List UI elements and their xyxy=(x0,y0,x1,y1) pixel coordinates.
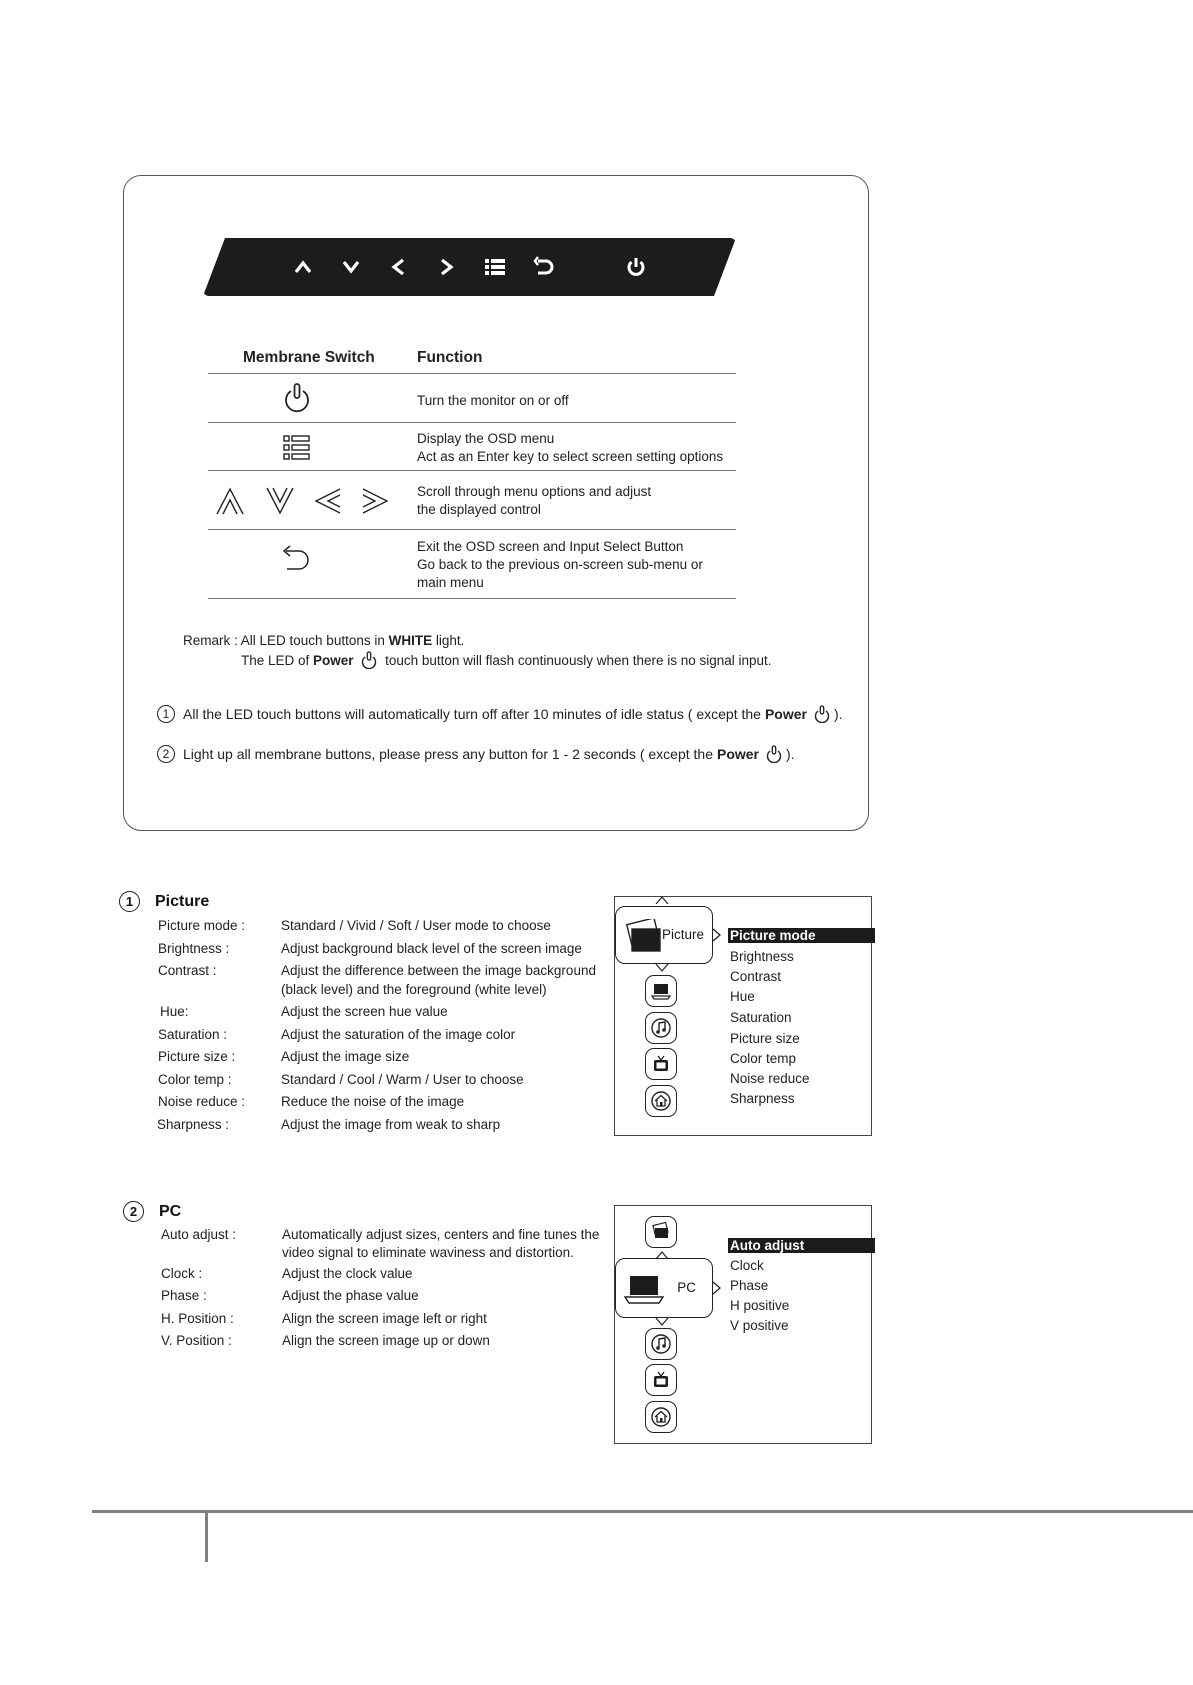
section-number: 2 xyxy=(123,1201,144,1222)
osd-item-selected[interactable]: Picture mode xyxy=(728,928,875,943)
row-arrows-text-1: Scroll through menu options and adjust xyxy=(417,484,652,499)
osd-item[interactable]: Phase xyxy=(730,1278,769,1293)
picture-label: Picture mode : xyxy=(158,918,246,933)
note-end: ). xyxy=(833,706,843,722)
remark-suffix: light. xyxy=(432,633,465,648)
chevron-right-icon xyxy=(712,1281,722,1295)
picture-icon xyxy=(622,919,666,955)
osd-picture-callout xyxy=(615,906,713,964)
down-triangle-icon xyxy=(655,964,669,972)
remark-line-2 xyxy=(241,651,772,669)
power-icon xyxy=(813,705,831,723)
row-menu-text-2: Act as an Enter key to select screen setting options xyxy=(417,449,724,464)
picture-value: (black level) and the foreground (white level) xyxy=(281,982,547,997)
pc-value: video signal to eliminate waviness and distortion. xyxy=(282,1245,574,1260)
osd-item[interactable]: Saturation xyxy=(730,1010,792,1025)
pc-label: Clock : xyxy=(161,1266,203,1281)
picture-label: Sharpness : xyxy=(157,1117,230,1132)
row-return-text-2: Go back to the previous on-screen sub-menu or xyxy=(417,557,703,572)
osd-item[interactable]: H positive xyxy=(730,1298,790,1313)
picture-label: Hue: xyxy=(160,1004,189,1019)
power-icon xyxy=(765,745,783,763)
pc-icon xyxy=(645,975,677,1007)
note-power: Power xyxy=(764,706,807,722)
music-icon xyxy=(645,1012,677,1044)
return-icon xyxy=(279,543,313,575)
osd-item[interactable]: Noise reduce xyxy=(730,1071,810,1086)
table-divider xyxy=(208,422,736,423)
footer-rule xyxy=(92,1510,1193,1513)
section-title: Picture xyxy=(155,892,210,910)
return-button-icon xyxy=(530,253,558,281)
right-button-icon xyxy=(432,253,460,281)
osd-pc-menu xyxy=(614,1205,872,1444)
osd-item[interactable]: Sharpness xyxy=(730,1091,795,1106)
remark-prefix: Remark : All LED touch buttons in xyxy=(183,633,389,648)
osd-item[interactable]: V positive xyxy=(730,1318,789,1333)
power-icon xyxy=(282,381,312,413)
row-arrows-text-2: the displayed control xyxy=(417,502,541,517)
row-menu-text-1: Display the OSD menu xyxy=(417,431,555,446)
picture-value: Adjust the difference between the image background xyxy=(281,963,596,978)
remark-line2-prefix: The LED of xyxy=(241,653,314,668)
note-power: Power xyxy=(716,746,759,762)
membrane-button-bar xyxy=(203,238,736,296)
picture-value: Adjust the image from weak to sharp xyxy=(281,1117,501,1132)
picture-value: Adjust the saturation of the image color xyxy=(281,1027,516,1042)
pc-label: Phase : xyxy=(161,1288,207,1303)
pc-label: Auto adjust : xyxy=(161,1227,237,1242)
osd-picture-menu xyxy=(614,896,872,1136)
menu-button-icon xyxy=(481,253,509,281)
home-icon xyxy=(645,1085,677,1117)
pc-value: Align the screen image left or right xyxy=(282,1311,487,1326)
picture-value: Adjust the screen hue value xyxy=(281,1004,448,1019)
note-number: 1 xyxy=(157,705,175,723)
picture-label: Noise reduce : xyxy=(158,1094,246,1109)
table-header-switch: Membrane Switch xyxy=(243,349,375,366)
menu-list-icon xyxy=(282,433,312,463)
osd-picture-label: Picture xyxy=(661,927,704,942)
pc-value: Align the screen image up or down xyxy=(282,1333,490,1348)
picture-value: Adjust the image size xyxy=(281,1049,410,1064)
up-triangle-icon xyxy=(655,896,669,904)
osd-item[interactable]: Contrast xyxy=(730,969,782,984)
picture-value: Adjust background black level of the screen image xyxy=(281,941,582,956)
left-button-icon xyxy=(385,253,413,281)
down-triangle-icon xyxy=(655,1318,669,1326)
note-text: Light up all membrane buttons, please press any button for 1 - 2 seconds ( except the xyxy=(183,746,713,762)
picture-value: Standard / Cool / Warm / User to choose xyxy=(281,1072,524,1087)
picture-label: Color temp : xyxy=(158,1072,232,1087)
picture-value: Reduce the noise of the image xyxy=(281,1094,465,1109)
osd-item[interactable]: Picture size xyxy=(730,1031,800,1046)
table-divider xyxy=(208,470,736,471)
remark-line-1 xyxy=(183,633,464,648)
osd-item[interactable]: Clock xyxy=(730,1258,764,1273)
table-divider xyxy=(208,373,736,374)
chevron-right-icon xyxy=(712,928,722,942)
osd-item[interactable]: Hue xyxy=(730,989,755,1004)
note-end: ). xyxy=(786,746,795,762)
table-header-function: Function xyxy=(417,349,483,366)
pc-value: Adjust the clock value xyxy=(282,1266,413,1281)
row-return-text-3: main menu xyxy=(417,575,484,590)
osd-item[interactable]: Color temp xyxy=(730,1051,797,1066)
pc-value: Adjust the phase value xyxy=(282,1288,419,1303)
arrow-keys-icon xyxy=(215,486,391,516)
table-divider xyxy=(208,529,736,530)
home-icon xyxy=(645,1401,677,1433)
music-icon xyxy=(645,1328,677,1360)
osd-item-selected[interactable]: Auto adjust xyxy=(728,1238,875,1253)
picture-icon xyxy=(645,1216,677,1248)
tv-icon xyxy=(645,1048,677,1080)
table-divider xyxy=(208,598,736,599)
note-2 xyxy=(157,745,795,763)
note-number: 2 xyxy=(157,745,175,763)
osd-pc-callout xyxy=(615,1258,713,1318)
pc-icon xyxy=(622,1271,666,1307)
picture-value: Standard / Vivid / Soft / User mode to choose xyxy=(281,918,551,933)
row-return-text-1: Exit the OSD screen and Input Select Button xyxy=(417,539,684,554)
note-1 xyxy=(157,705,843,723)
pc-value: Automatically adjust sizes, centers and fine tunes the xyxy=(282,1227,600,1242)
note-text: All the LED touch buttons will automatically turn off after 10 minutes of idle status ( except the xyxy=(183,706,761,722)
picture-label: Contrast : xyxy=(158,963,217,978)
pc-label: V. Position : xyxy=(161,1333,232,1348)
down-button-icon xyxy=(337,253,365,281)
up-button-icon xyxy=(289,253,317,281)
section-number: 1 xyxy=(119,891,140,912)
power-icon xyxy=(360,651,378,669)
picture-label: Brightness : xyxy=(158,941,230,956)
picture-label: Saturation : xyxy=(158,1027,228,1042)
osd-item[interactable]: Brightness xyxy=(730,949,794,964)
pc-label: H. Position : xyxy=(161,1311,234,1326)
osd-pc-label: PC xyxy=(677,1280,696,1295)
tv-icon xyxy=(645,1364,677,1396)
row-power-text: Turn the monitor on or off xyxy=(417,393,569,408)
remark-white: WHITE xyxy=(388,633,433,648)
remark-line2-power: Power xyxy=(313,653,354,668)
power-button-icon xyxy=(622,253,650,281)
section-title: PC xyxy=(159,1202,182,1220)
section-pc-heading xyxy=(123,1201,181,1222)
picture-label: Picture size : xyxy=(158,1049,236,1064)
section-picture-heading xyxy=(119,891,209,912)
remark-line2-suffix: touch button will flash continuously when there is no signal input. xyxy=(381,653,772,668)
footer-page-divider xyxy=(205,1510,208,1562)
